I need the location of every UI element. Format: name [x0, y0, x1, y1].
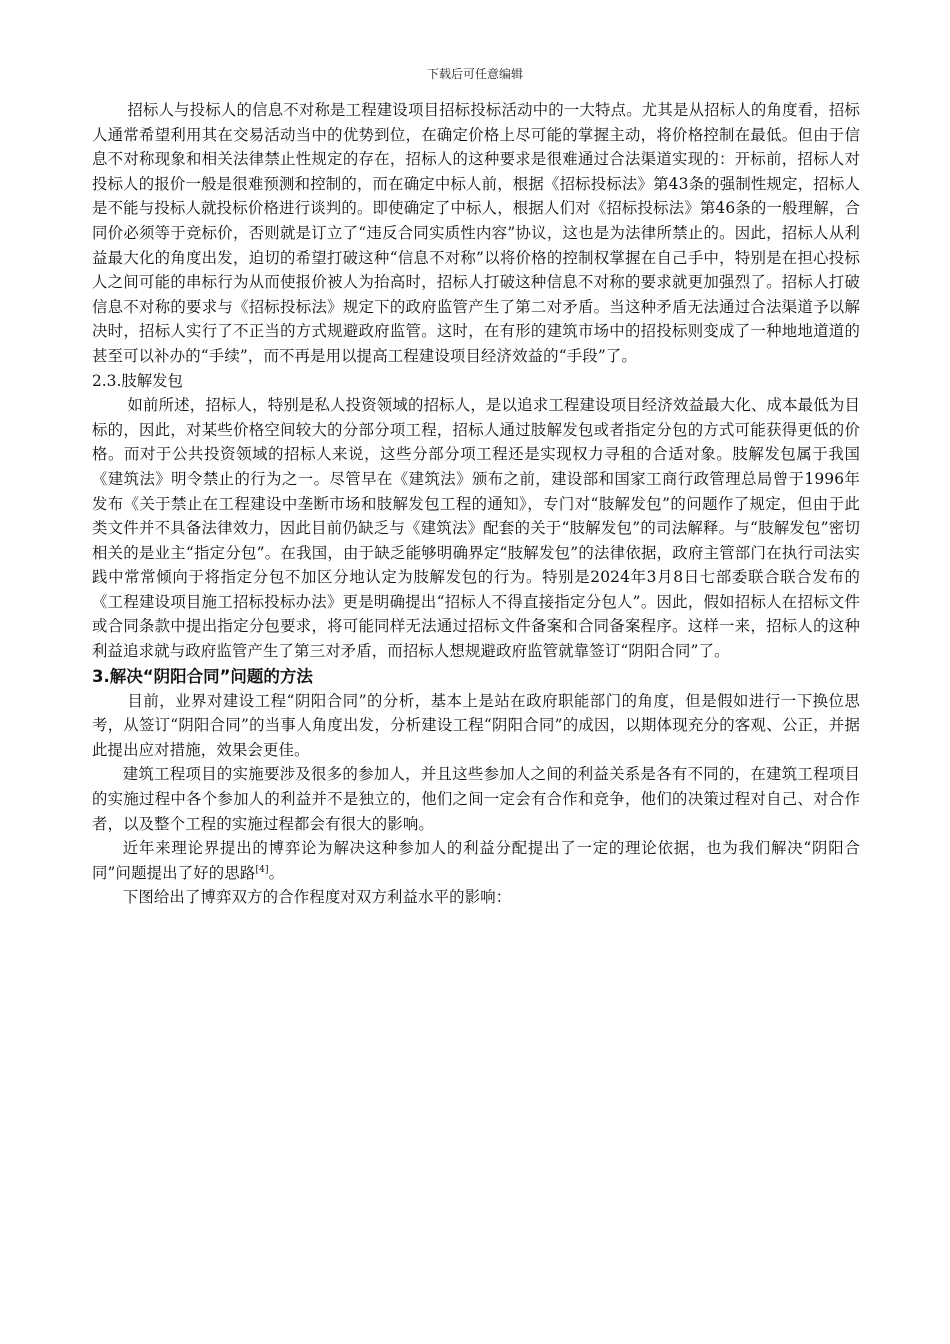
section-3-title: 3.解决“阴阳合同”问题的方法 — [92, 666, 313, 686]
game-theory-text-end: 。 — [268, 863, 285, 882]
paragraph-game-theory — [92, 836, 860, 885]
paragraph-dismembered-contracting: 如前所述，招标人，特别是私人投资领域的招标人，是以追求工程建设项目经济效益最大化、成本最低为目标的，因此，对某些价格空间较大的分部分项工程，招标人通过肢解发包或者指定分包的方式可能获得更低的价格。而对于公共投资领域的招标人来说，这些分部分项工程还是实现权力寻租的合适对象。肢解发包属于我国《建筑法》明令禁止的行为之一。尽管早在《建筑法》颁布之前，建设部和国家工商行政管理总局曾于1996年发布《关于禁止在工程建设中垄断市场和肢解发包工程的通知》，专门对“肢解发包”的问题作了规定，但由于此类文件并不具备法律效力，因此目前仍缺乏与《建筑法》配套的关于“肢解发包”的司法解释。与“肢解发包”密切相关的是业主“指定分包”。在我国，由于缺乏能够明确界定“肢解发包”的法律依据，政府主管部门在执行司法实践中常常倾向于将指定分包不加区分地认定为肢解发包的行为。特别是2024年3月8日七部委联合联合发布的《工程建设项目施工招标投标办法》更是明确提出“招标人不得直接指定分包人”。因此，假如招标人在招标文件或合同条款中提出指定分包要求，将可能同样无法通过招标文件备案和合同备案程序。这样一来，招标人的这种利益追求就与政府监管产生了第三对矛盾，而招标人想规避政府监管就靠签订“阴阳合同”了。 — [92, 396, 860, 661]
paragraph-figure-intro: 下图给出了博弈双方的合作程度对双方利益水平的影响： — [122, 888, 512, 907]
paragraph-project-participants: 建筑工程项目的实施要涉及很多的参加人，并且这些参加人之间的利益关系是各有不同的，在建筑工程项目的实施过程中各个参加人的利益并不是独立的，他们之间一定会有合作和竞争，他们的决策过程对自己、对合作者，以及整个工程的实施过程都会有很大的影响。 — [92, 765, 860, 833]
paragraph-information-asymmetry: 招标人与投标人的信息不对称是工程建设项目招标投标活动中的一大特点。尤其是从招标人的角度看，招标人通常希望利用其在交易活动当中的优势到位，在确定价格上尽可能的掌握主动，将价格控制在最低。但由于信息不对称现象和相关法律禁止性规定的存在，招标人的这种要求是很难通过合法渠道实现的：开标前，招标人对投标人的报价一般是很难预测和控制的，而在确定中标人前，根据《招标投标法》第43条的强制性规定，招标人是不能与投标人就投标价格进行谈判的。即使确定了中标人，根据人们对《招标投标法》第46条的一般理解，合同价必须等于竞标价，否则就是订立了“违反合同实质性内容”协议，这也是为法律所禁止的。因此，招标人从利益最大化的角度出发，迫切的希望打破这种“信息不对称”以将价格的控制权掌握在自己手中，特别是在担心投标人之间可能的串标行为从而使报价被人为抬高时，招标人打破这种信息不对称的要求就更加强烈了。招标人打破信息不对称的要求与《招标投标法》规定下的政府监管产生了第二对矛盾。当这种矛盾无法通过合法渠道予以解决时，招标人实行了不正当的方式规避政府监管。这时，在有形的建筑市场中的招投标则变成了一种地地道道的甚至可以补办的“手续”，而不再是用以提高工程建设项目经济效益的“手段”了。 — [92, 101, 860, 365]
game-theory-text: 近年来理论界提出的博弈论为解决这种参加人的利益分配提出了一定的理论依据，也为我们解决“阴阳合同”问题提出了好的思路 — [92, 839, 860, 882]
citation-marker: [4] — [255, 864, 269, 875]
document-body — [92, 98, 860, 910]
subheading-2-3: 2.3.肢解发包 — [92, 371, 183, 390]
page-header: 下载后可任意编辑 — [426, 67, 523, 81]
paragraph-perspective-change: 目前，业界对建设工程“阴阳合同”的分析，基本上是站在政府职能部门的角度，但是假如进行一下换位思考，从签订“阴阳合同”的当事人角度出发，分析建设工程“阴阳合同”的成因，以期体现充分的客观、公正，并据此提出应对措施，效果会更佳。 — [92, 691, 860, 759]
